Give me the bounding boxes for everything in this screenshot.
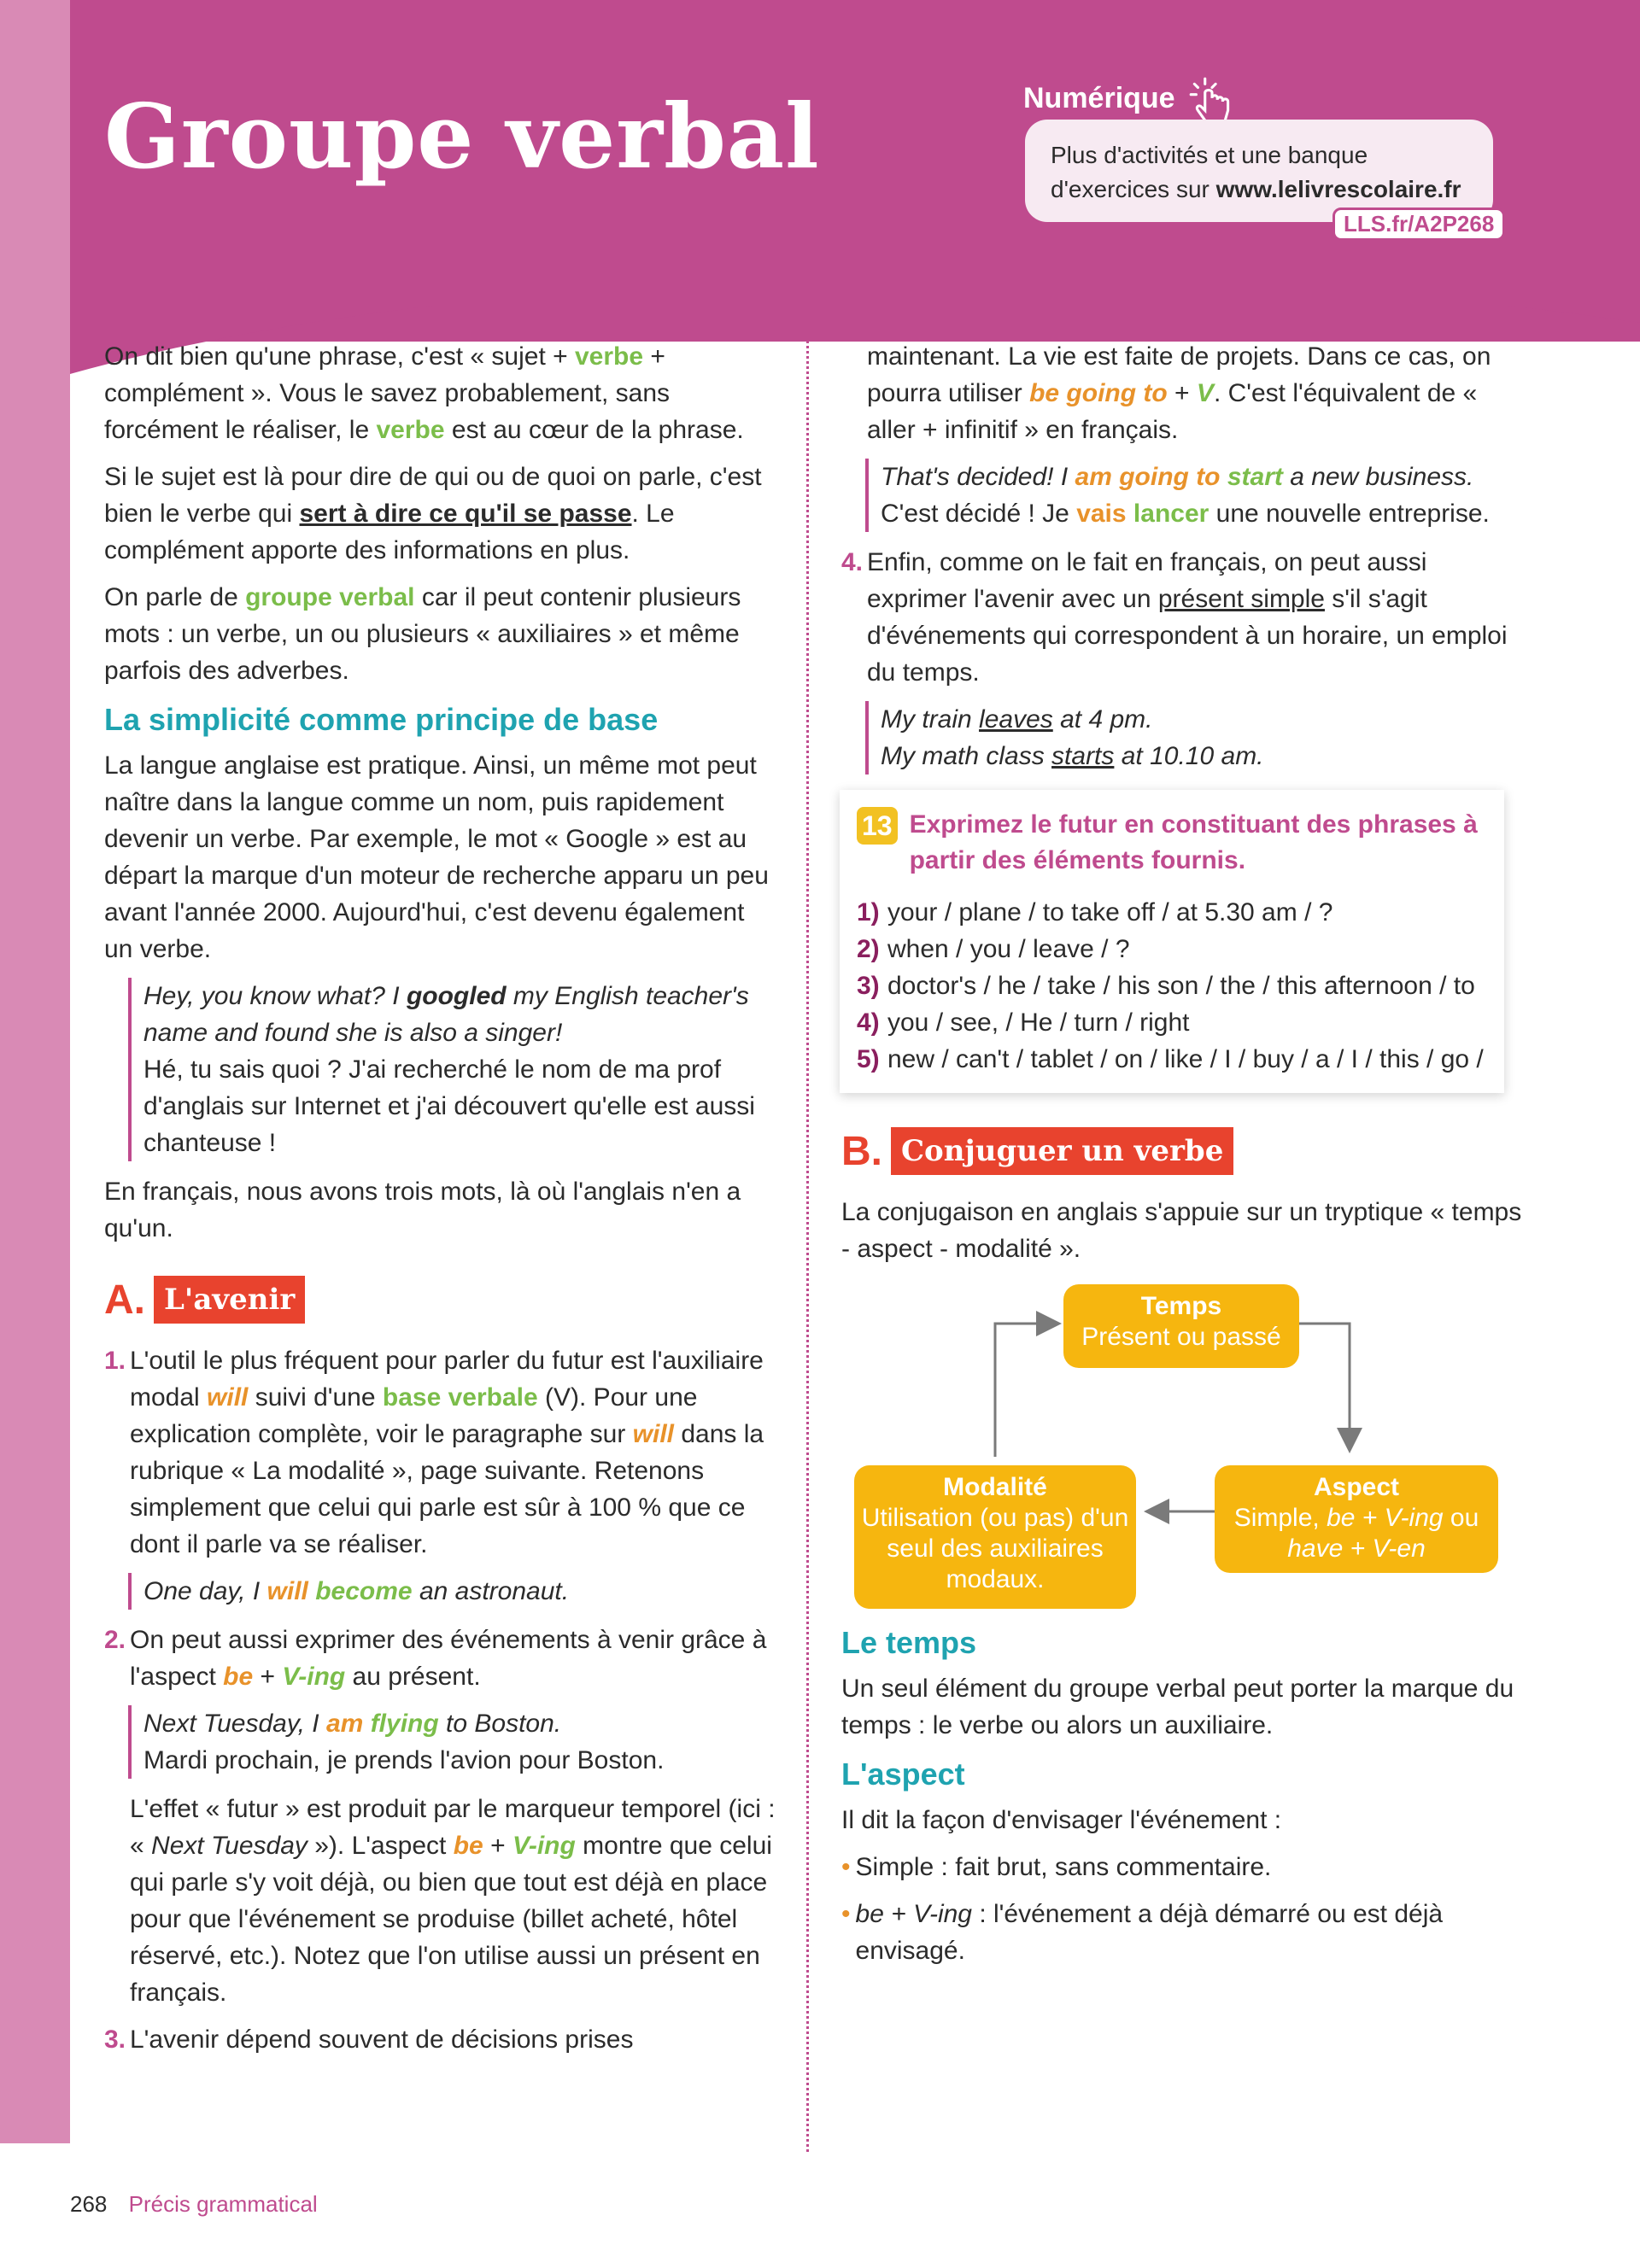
left-column [104, 338, 779, 2068]
right-column [841, 338, 1525, 1979]
numerique-label: Numérique [1023, 82, 1175, 114]
example-quote-schedule: My train leaves at 4 pm. My math class starts at 10.10 am. [865, 701, 1525, 775]
list-item-1: 1. L'outil le plus fréquent pour parler du futur est l'auxiliaire modal will suivi d'une base verbale (V). Pour une explication complète, voir le paragraphe sur will dans la rubrique « La modalité », page suivante. Retenons simplement que celui qui parle est sûr à 100 % que ce dont il parle va se réaliser. [104, 1347, 764, 1558]
exercise-item: 4) you / see, / He / turn / right [857, 1008, 1190, 1037]
paragraph-effet-futur: L'effet « futur » est produit par le marqueur temporel (ici : « Next Tuesday »). L'aspect be + V-ing montre que celui qui parle s'y voit déjà, ou bien que tout est déjà en place pour que l'événement se produise (billet acheté, hôtel réservé, etc.). Notez que l'on utilise aussi un présent en français. [130, 1795, 776, 2007]
column-divider [806, 273, 809, 2152]
exercise-13 [840, 790, 1504, 1093]
example-quote-boston: Next Tuesday, I am flying to Boston. Mardi prochain, je prends l'avion pour Boston. [128, 1705, 779, 1779]
intro-paragraph-1: On dit bien qu'une phrase, c'est « sujet + verbe + complément ». Vous le savez probablement, sans forcément le réaliser, le verbe est au cœur de la phrase. [104, 342, 744, 444]
section-b-heading: B. Conjuguer un verbe [841, 1127, 1525, 1175]
paragraph-tryptique: La conjugaison en anglais s'appuie sur un tryptique « temps - aspect - modalité ». [841, 1198, 1522, 1263]
list-item-2: 2. On peut aussi exprimer des événements à venir grâce à l'aspect be + V-ing au présent. [104, 1626, 767, 1691]
list-item-4: 4. Enfin, comme on le fait en français, on peut aussi exprimer l'avenir avec un présent simple s'il s'agit d'événements qui correspondent à un horaire, un emploi du temps. [841, 548, 1508, 687]
exercise-item: 3) doctor's / he / take / his son / the / this afternoon / to [857, 972, 1475, 1000]
list-item-3: 3. L'avenir dépend souvent de décisions prises [104, 2025, 634, 2054]
exercise-item: 2) when / you / leave / ? [857, 935, 1130, 963]
heading-simplicite: La simplicité comme principe de base [104, 702, 659, 737]
heading-aspect: L'aspect [841, 1757, 965, 1792]
bullet-item: • be + V-ing : l'événement a déjà démarré ou est déjà envisagé. [841, 1900, 1444, 1965]
numerique-text: Plus d'activités et une banque d'exercices sur [1051, 142, 1368, 202]
numerique-site-link[interactable]: www.lelivrescolaire.fr [1215, 176, 1461, 202]
intro-paragraph-3: On parle de groupe verbal car il peut contenir plusieurs mots : un verbe, un ou plusieurs « auxiliaires » et même parfois des adverbes. [104, 583, 741, 685]
paragraph-temps: Un seul élément du groupe verbal peut porter la marque du temps : le verbe ou alors un auxiliaire. [841, 1675, 1514, 1739]
diagram-box-aspect: Aspect Simple, be + V-ing ou have + V-en [1215, 1465, 1498, 1573]
numerique-box [1025, 120, 1493, 222]
conjugation-diagram [841, 1277, 1525, 1619]
diagram-box-temps: Temps Présent ou passé [1063, 1284, 1299, 1368]
example-quote-business: That's decided! I am going to start a new business. C'est décidé ! Je vais lancer une nouvelle entreprise. [865, 459, 1525, 532]
paragraph-aspect: Il dit la façon d'envisager l'événement : [841, 1806, 1282, 1834]
continued-paragraph: maintenant. La vie est faite de projets. Dans ce cas, on pourra utiliser be going to + V. C'est l'équivalent de « aller + infinitif » en français. [867, 342, 1491, 444]
exercise-title: Exprimez le futur en constituant des phrases à partir des éléments fournis. [909, 810, 1478, 874]
numerique-short-link[interactable]: LLS.fr/A2P268 [1332, 208, 1505, 241]
footer-title: Précis grammatical [128, 2191, 318, 2217]
exercise-number: 13 [857, 807, 898, 845]
example-quote-astronaut: One day, I will become an astronaut. [128, 1573, 779, 1610]
example-quote-google: Hey, you know what? I googled my English teacher's name and found she is also a singer! Hé, tu sais quoi ? J'ai recherché le nom de ma prof d'anglais sur Internet et j'ai découvert qu'elle est aussi chanteuse ! [128, 978, 779, 1161]
page-footer [70, 2191, 318, 2218]
exercise-item: 5) new / can't / tablet / on / like / I / buy / a / I / this / go / [857, 1045, 1484, 1073]
paragraph-google: La langue anglaise est pratique. Ainsi, un même mot peut naître dans la langue comme un nom, puis rapidement devenir un verbe. Par exemple, le mot « Google » est au départ la marque d'un moteur de recherche apparu un peu avant l'année 2000. Aujourd'hui, c'est devenu également un verbe. [104, 751, 769, 963]
exercise-item: 1) your / plane / to take off / at 5.30 am / ? [857, 898, 1333, 926]
bullet-item: • Simple : fait brut, sans commentaire. [841, 1853, 1272, 1881]
page-number: 268 [70, 2191, 108, 2217]
intro-paragraph-2: Si le sujet est là pour dire de qui ou de quoi on parle, c'est bien le verbe qui sert à dire ce qu'il se passe. Le complément apporte des informations en plus. [104, 463, 762, 564]
heading-le-temps: Le temps [841, 1625, 977, 1660]
page-title: Groupe verbal [104, 84, 820, 189]
diagram-box-modalite: Modalité Utilisation (ou pas) d'un seul des auxiliaires modaux. [854, 1465, 1136, 1609]
left-margin-strip [0, 0, 70, 2143]
section-a-heading: A. L'avenir [104, 1276, 779, 1324]
paragraph-trois-mots: En français, nous avons trois mots, là où l'anglais n'en a qu'un. [104, 1178, 741, 1242]
